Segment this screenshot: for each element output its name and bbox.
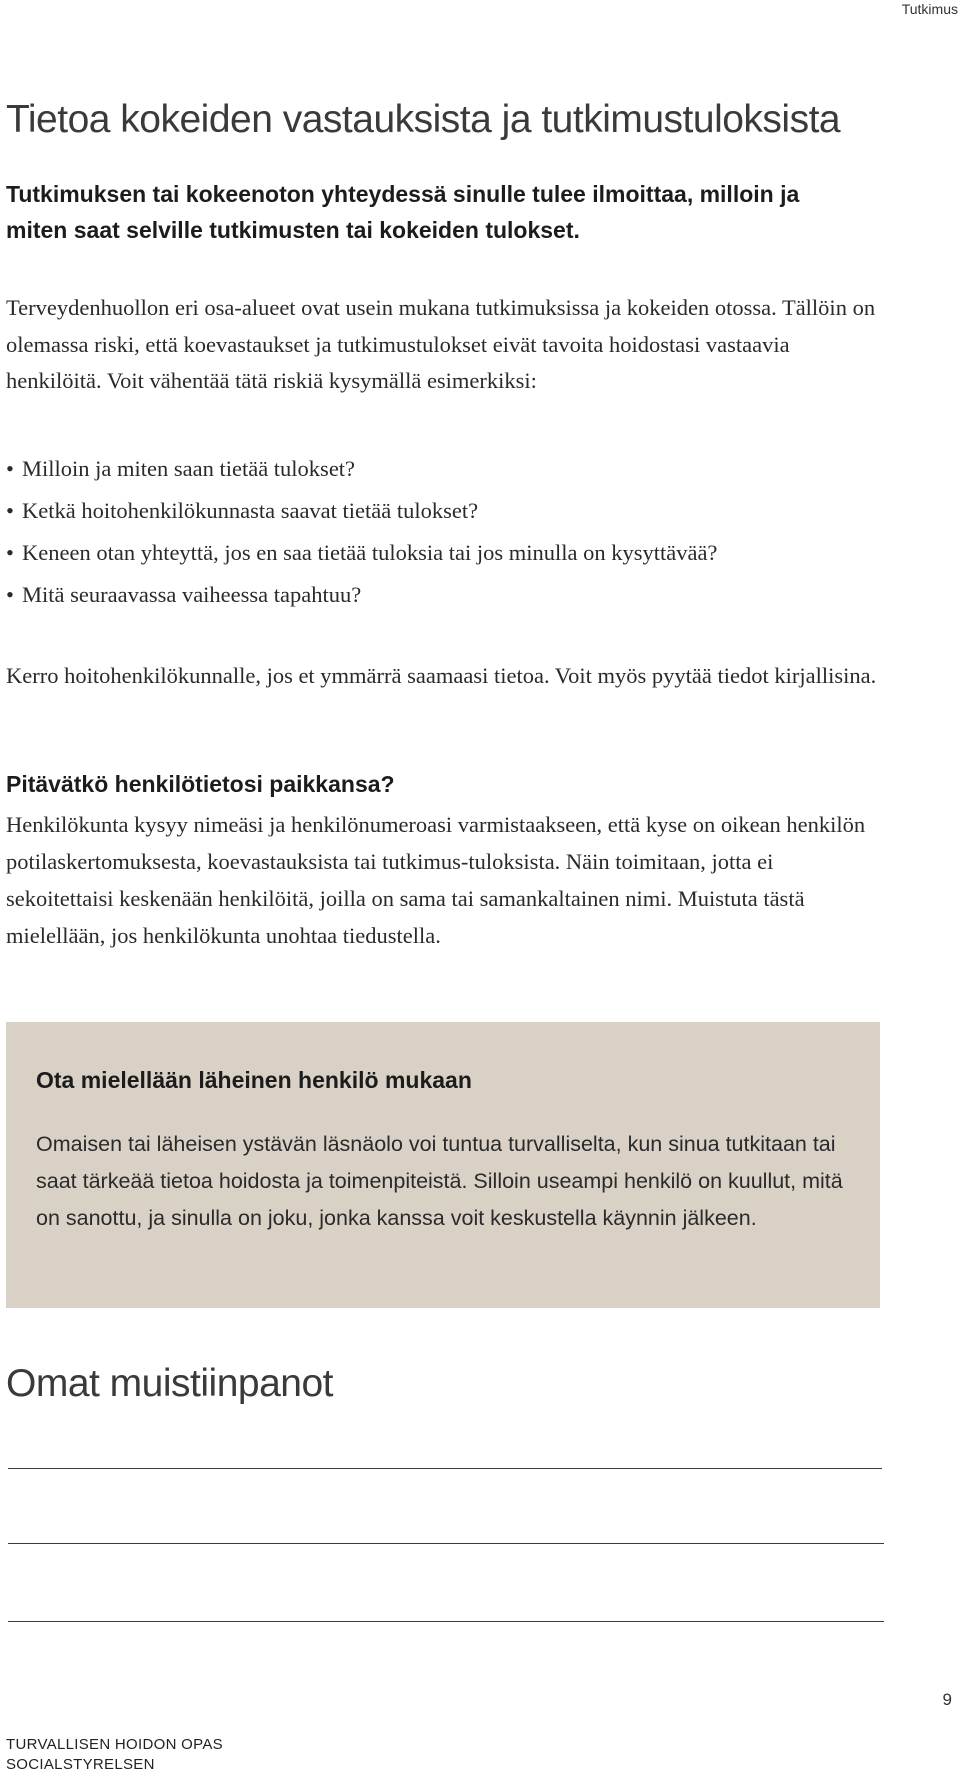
notes-line	[8, 1543, 884, 1544]
callout-heading: Ota mielellään läheinen henkilö mukaan	[36, 1067, 472, 1093]
notes-heading: Omat muistiinpanot	[6, 1362, 333, 1405]
footer-guide-title: TURVALLISEN HOIDON OPAS	[6, 1736, 223, 1753]
question-list	[6, 448, 906, 616]
personal-data-paragraph: Henkilökunta kysyy nimeäsi ja henkilönumeroasi varmistaakseen, että kyse on oikean henkilön potilaskertomuksesta, koevastauksista tai tutkimus-tuloksista. Näin toimitaan, jotta ei sekoitettaisi keskenään henkilöitä, joilla on sama tai samankaltainen nimi. Muistuta tästä mielellään, jos henkilökunta unohtaa tiedustella.	[6, 812, 866, 948]
notes-line	[8, 1468, 882, 1469]
footer	[6, 1735, 406, 1775]
section-label: Tutkimus	[901, 1, 958, 17]
page-number: 9	[942, 1690, 952, 1709]
intro-paragraph: Terveydenhuollon eri osa-alueet ovat usein mukana tutkimuksissa ja kokeiden otossa. Tällöin on olemassa riski, että koevastaukset ja tutkimustulokset eivät tavoita hoidostasi vastaavia henkilöitä. Voit vähentää tätä riskiä kysymällä esimerkiksi:	[6, 295, 876, 393]
question-item: • Keneen otan yhteyttä, jos en saa tietää tuloksia tai jos minulla on kysyttävää?	[6, 532, 906, 574]
notes-line	[8, 1621, 884, 1622]
question-item: • Milloin ja miten saan tietää tulokset?	[6, 448, 906, 490]
callout-box	[6, 1022, 880, 1308]
personal-data-heading: Pitävätkö henkilötietosi paikkansa?	[6, 771, 395, 797]
question-item: • Mitä seuraavassa vaiheessa tapahtuu?	[6, 574, 906, 616]
callout-body: Omaisen tai läheisen ystävän läsnäolo voi tuntua turvalliselta, kun sinua tutkitaan tai saat tärkeää tietoa hoidosta ja toimenpiteistä. Silloin useampi henkilö on kuullut, mitä on sanottu, ja sinulla on joku, jonka kanssa voit keskustella käynnin jälkeen.	[36, 1132, 843, 1230]
question-item: • Ketkä hoitohenkilökunnasta saavat tietää tulokset?	[6, 490, 906, 532]
lead-paragraph: Tutkimuksen tai kokeenoton yhteydessä sinulle tulee ilmoittaa, milloin ja miten saat selville tutkimusten tai kokeiden tulokset.	[6, 181, 800, 243]
advice-paragraph: Kerro hoitohenkilökunnalle, jos et ymmärrä saamaasi tietoa. Voit myös pyytää tiedot kirjallisina.	[6, 663, 877, 688]
page-title: Tietoa kokeiden vastauksista ja tutkimustuloksista	[6, 98, 841, 141]
footer-publisher: SOCIALSTYRELSEN	[6, 1756, 155, 1773]
